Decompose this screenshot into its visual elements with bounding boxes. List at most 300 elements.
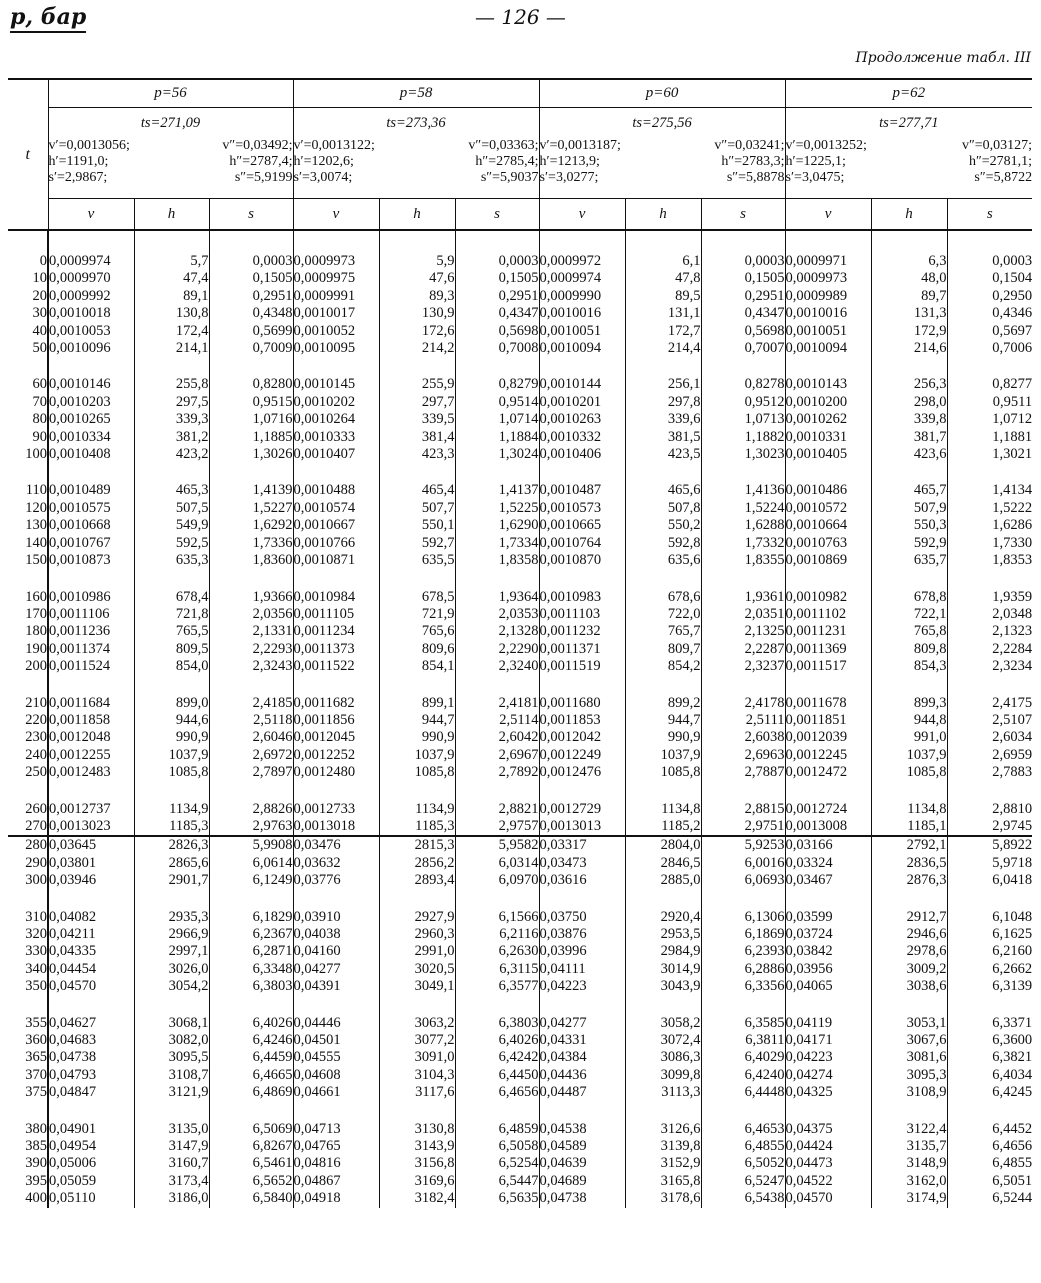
value-cell: 0,04211 bbox=[48, 926, 134, 943]
spacer-cell bbox=[134, 782, 209, 801]
value-cell: 592,5 bbox=[134, 535, 209, 552]
table-row bbox=[8, 909, 1032, 926]
value-cell: 0,0010766 bbox=[293, 535, 379, 552]
value-cell: 2,4181 bbox=[455, 695, 539, 712]
value-cell: 1,8355 bbox=[701, 552, 785, 569]
value-cell: 2826,3 bbox=[134, 836, 209, 854]
temperature-cell: 110 bbox=[25, 482, 47, 499]
spacer-cell bbox=[48, 676, 134, 695]
temperature-cell: 365 bbox=[25, 1049, 47, 1066]
value-cell: 214,6 bbox=[871, 340, 947, 357]
spacer-cell bbox=[48, 357, 134, 376]
value-cell: 6,1249 bbox=[209, 872, 293, 889]
value-cell: 0,0011851 bbox=[785, 712, 871, 729]
value-cell: 0,0013008 bbox=[785, 818, 871, 836]
value-cell: 214,1 bbox=[134, 340, 209, 357]
value-cell: 0,04171 bbox=[785, 1032, 871, 1049]
value-cell: 6,4869 bbox=[209, 1084, 293, 1101]
value-cell: 3026,0 bbox=[134, 961, 209, 978]
value-cell: 0,04954 bbox=[48, 1138, 134, 1155]
table-row bbox=[8, 943, 1032, 960]
temperature-cell: 270 bbox=[8, 818, 48, 836]
saturation-block bbox=[48, 108, 293, 199]
saturation-pair bbox=[786, 170, 1033, 186]
saturation-value: h″=2785,4; bbox=[475, 154, 539, 169]
value-cell: 6,4656 bbox=[455, 1084, 539, 1101]
value-cell: 3068,1 bbox=[134, 1015, 209, 1032]
value-cell: 6,2393 bbox=[701, 943, 785, 960]
value-cell: 3117,6 bbox=[379, 1084, 455, 1101]
value-cell: 2,3240 bbox=[455, 658, 539, 675]
value-cell: 0,0009970 bbox=[48, 270, 134, 287]
value-cell: 0,04847 bbox=[48, 1084, 134, 1101]
value-cell: 5,9 bbox=[379, 253, 455, 270]
value-cell: 722,0 bbox=[625, 606, 701, 623]
table-row bbox=[8, 1015, 1032, 1032]
value-cell: 6,0418 bbox=[947, 872, 1032, 889]
spacer-cell bbox=[293, 357, 379, 376]
value-cell: 0,7009 bbox=[209, 340, 293, 357]
value-cell: 0,0011856 bbox=[293, 712, 379, 729]
value-cell: 381,5 bbox=[625, 429, 701, 446]
value-cell: 0,8277 bbox=[947, 376, 1032, 393]
value-cell: 6,4665 bbox=[209, 1067, 293, 1084]
value-cell: 0,0009974 bbox=[48, 253, 134, 270]
value-cell: 0,0009992 bbox=[48, 288, 134, 305]
value-cell: 0,0011517 bbox=[785, 658, 871, 675]
value-cell: 0,0010871 bbox=[293, 552, 379, 569]
value-cell: 0,04683 bbox=[48, 1032, 134, 1049]
value-cell: 0,0009971 bbox=[785, 253, 871, 270]
value-cell: 765,7 bbox=[625, 623, 701, 640]
value-cell: 6,4242 bbox=[455, 1049, 539, 1066]
value-cell: 0,04901 bbox=[48, 1121, 134, 1138]
value-cell: 0,04274 bbox=[785, 1067, 871, 1084]
value-cell: 0,0012724 bbox=[785, 801, 871, 818]
value-cell: 678,4 bbox=[134, 589, 209, 606]
value-cell: 721,8 bbox=[134, 606, 209, 623]
value-cell: 0,03946 bbox=[48, 872, 134, 889]
value-cell: 339,6 bbox=[625, 411, 701, 428]
saturation-pair bbox=[294, 154, 539, 170]
temperature-cell: 400 bbox=[25, 1190, 47, 1207]
spacer-cell bbox=[48, 570, 134, 589]
saturation-pair bbox=[49, 138, 293, 154]
value-cell: 0,0011373 bbox=[293, 641, 379, 658]
table-row bbox=[8, 500, 1032, 517]
value-cell: 0,0012249 bbox=[539, 747, 625, 764]
value-cell: 2,5111 bbox=[701, 712, 785, 729]
saturation-value: v″=0,03492; bbox=[222, 138, 293, 153]
value-cell: 0,0011369 bbox=[785, 641, 871, 658]
value-cell: 2978,6 bbox=[871, 943, 947, 960]
value-cell: 6,5447 bbox=[455, 1173, 539, 1190]
value-cell: 0,0010407 bbox=[293, 446, 379, 463]
table-row bbox=[8, 747, 1032, 764]
temperature-cell: 370 bbox=[25, 1066, 47, 1083]
spacer-cell bbox=[134, 890, 209, 909]
value-cell: 0,0011522 bbox=[293, 658, 379, 675]
temperature-cell: 310 bbox=[25, 908, 47, 925]
spacer-cell bbox=[8, 463, 48, 482]
value-cell: 0,2951 bbox=[701, 288, 785, 305]
value-cell: 255,8 bbox=[134, 376, 209, 393]
spacer-cell bbox=[455, 1102, 539, 1121]
value-cell: 1,1884 bbox=[455, 429, 539, 446]
value-cell: 6,4246 bbox=[209, 1032, 293, 1049]
saturation-value: v′=0,0013056; bbox=[48, 138, 130, 153]
value-cell: 1,8360 bbox=[209, 552, 293, 569]
value-cell: 297,8 bbox=[625, 394, 701, 411]
value-cell: 3038,6 bbox=[871, 978, 947, 995]
pressure-header: p=60 bbox=[539, 79, 785, 108]
value-cell: 423,6 bbox=[871, 446, 947, 463]
value-cell: 0,04661 bbox=[293, 1084, 379, 1101]
value-cell: 0,0011684 bbox=[48, 695, 134, 712]
value-cell: 5,8922 bbox=[947, 836, 1032, 854]
value-cell: 0,04160 bbox=[293, 943, 379, 960]
temperature-cell: 0 bbox=[39, 253, 47, 269]
spacer-cell bbox=[134, 676, 209, 695]
value-cell: 0,0010052 bbox=[293, 323, 379, 340]
table-row bbox=[8, 926, 1032, 943]
saturation-temperature: ts=277,71 bbox=[879, 115, 939, 131]
value-cell: 2912,7 bbox=[871, 909, 947, 926]
saturation-value: s′=2,9867; bbox=[48, 170, 108, 185]
value-cell: 0,0012472 bbox=[785, 764, 871, 781]
value-cell: 1,6290 bbox=[455, 517, 539, 534]
value-cell: 0,0010986 bbox=[48, 589, 134, 606]
value-cell: 0,0010334 bbox=[48, 429, 134, 446]
temperature-cell: 290 bbox=[25, 854, 47, 871]
value-cell: 0,04555 bbox=[293, 1049, 379, 1066]
value-cell: 0,7007 bbox=[701, 340, 785, 357]
value-cell: 0,1505 bbox=[455, 270, 539, 287]
table-row bbox=[8, 961, 1032, 978]
table-row bbox=[8, 323, 1032, 340]
value-cell: 6,2871 bbox=[209, 943, 293, 960]
temperature-cell: 140 bbox=[25, 534, 47, 551]
value-cell: 0,0012045 bbox=[293, 729, 379, 746]
value-cell: 0,0011371 bbox=[539, 641, 625, 658]
temperature-cell: 150 bbox=[25, 552, 47, 569]
value-cell: 3162,0 bbox=[871, 1173, 947, 1190]
value-cell: 0,0010405 bbox=[785, 446, 871, 463]
value-cell: 635,7 bbox=[871, 552, 947, 569]
spacer-cell bbox=[293, 1102, 379, 1121]
value-cell: 899,0 bbox=[134, 695, 209, 712]
saturation-value: h′=1225,1; bbox=[785, 154, 846, 169]
value-cell: 6,8267 bbox=[209, 1138, 293, 1155]
value-cell: 6,1048 bbox=[947, 909, 1032, 926]
spacer-cell bbox=[625, 996, 701, 1015]
value-cell: 2960,3 bbox=[379, 926, 455, 943]
value-cell: 89,3 bbox=[379, 288, 455, 305]
page-number: — 126 — bbox=[475, 5, 566, 29]
value-cell: 130,9 bbox=[379, 305, 455, 322]
table-row bbox=[8, 1190, 1032, 1207]
value-cell: 6,5058 bbox=[455, 1138, 539, 1155]
spacer-cell bbox=[539, 570, 625, 589]
spacer-cell bbox=[625, 463, 701, 482]
value-cell: 3156,8 bbox=[379, 1155, 455, 1172]
value-cell: 0,0010573 bbox=[539, 500, 625, 517]
value-cell: 550,3 bbox=[871, 517, 947, 534]
value-cell: 89,1 bbox=[134, 288, 209, 305]
value-cell: 6,4029 bbox=[701, 1049, 785, 1066]
value-cell: 2,5114 bbox=[455, 712, 539, 729]
value-cell: 0,5698 bbox=[455, 323, 539, 340]
value-cell: 465,4 bbox=[379, 482, 455, 499]
value-cell: 465,7 bbox=[871, 482, 947, 499]
value-cell: 2,2293 bbox=[209, 641, 293, 658]
temperature-cell: 320 bbox=[25, 926, 47, 942]
value-cell: 2865,6 bbox=[134, 855, 209, 872]
value-cell: 0,04765 bbox=[293, 1138, 379, 1155]
spacer-cell bbox=[785, 230, 871, 253]
value-cell: 1,5227 bbox=[209, 500, 293, 517]
value-cell: 1,9366 bbox=[209, 589, 293, 606]
value-cell: 0,0010145 bbox=[293, 376, 379, 393]
value-cell: 6,0693 bbox=[701, 872, 785, 889]
temperature-cell: 190 bbox=[25, 640, 47, 657]
value-cell: 0,0010200 bbox=[785, 394, 871, 411]
value-cell: 0,0012737 bbox=[48, 801, 134, 818]
value-cell: 0,04867 bbox=[293, 1173, 379, 1190]
value-cell: 1185,3 bbox=[134, 818, 209, 836]
spacer-cell bbox=[947, 463, 1032, 482]
value-cell: 0,1505 bbox=[701, 270, 785, 287]
value-cell: 899,3 bbox=[871, 695, 947, 712]
value-cell: 6,3577 bbox=[455, 978, 539, 995]
value-cell: 381,4 bbox=[379, 429, 455, 446]
value-cell: 423,5 bbox=[625, 446, 701, 463]
spacer-cell bbox=[8, 357, 48, 376]
value-cell: 1,3021 bbox=[947, 446, 1032, 463]
spacer-cell bbox=[539, 230, 625, 253]
temperature-cell: 100 bbox=[25, 446, 47, 463]
value-cell: 0,9511 bbox=[947, 394, 1032, 411]
temperature-cell: 200 bbox=[25, 658, 47, 675]
spacer-cell bbox=[701, 1102, 785, 1121]
spacer-cell bbox=[701, 676, 785, 695]
value-cell: 0,04538 bbox=[539, 1121, 625, 1138]
spacer-cell bbox=[134, 996, 209, 1015]
value-cell: 1085,8 bbox=[625, 764, 701, 781]
table-row bbox=[8, 552, 1032, 569]
value-cell: 3182,4 bbox=[379, 1190, 455, 1207]
value-cell: 6,4450 bbox=[455, 1067, 539, 1084]
value-cell: 1,0713 bbox=[701, 411, 785, 428]
saturation-pair bbox=[786, 154, 1033, 170]
value-cell: 0,0009975 bbox=[293, 270, 379, 287]
value-cell: 3122,4 bbox=[871, 1121, 947, 1138]
value-cell: 6,1 bbox=[625, 253, 701, 270]
value-cell: 6,4034 bbox=[947, 1067, 1032, 1084]
spacer-cell bbox=[625, 230, 701, 253]
spacer-cell bbox=[947, 676, 1032, 695]
value-cell: 2,7887 bbox=[701, 764, 785, 781]
value-cell: 6,4240 bbox=[701, 1067, 785, 1084]
value-cell: 0,5697 bbox=[947, 323, 1032, 340]
value-cell: 0,0012252 bbox=[293, 747, 379, 764]
value-cell: 6,3803 bbox=[455, 1015, 539, 1032]
temperature-cell: 355 bbox=[25, 1014, 47, 1031]
spacer-cell bbox=[293, 890, 379, 909]
value-cell: 990,9 bbox=[625, 729, 701, 746]
value-cell: 2885,0 bbox=[625, 872, 701, 889]
spacer-cell bbox=[134, 230, 209, 253]
value-cell: 507,5 bbox=[134, 500, 209, 517]
spacer-cell bbox=[209, 1102, 293, 1121]
value-cell: 2,8821 bbox=[455, 801, 539, 818]
value-cell: 0,04454 bbox=[48, 961, 134, 978]
temperature-cell: 120 bbox=[25, 499, 47, 516]
value-cell: 3043,9 bbox=[625, 978, 701, 995]
value-cell: 3099,8 bbox=[625, 1067, 701, 1084]
saturation-temperature: ts=275,56 bbox=[632, 115, 692, 131]
value-cell: 0,0011678 bbox=[785, 695, 871, 712]
value-cell: 0,9512 bbox=[701, 394, 785, 411]
value-cell: 6,5461 bbox=[209, 1155, 293, 1172]
value-cell: 0,0011232 bbox=[539, 623, 625, 640]
value-cell: 0,0010201 bbox=[539, 394, 625, 411]
spacer-cell bbox=[455, 357, 539, 376]
pressure-header: p=56 bbox=[48, 79, 293, 108]
value-cell: 0,03645 bbox=[48, 836, 134, 854]
table-row bbox=[8, 818, 1032, 836]
value-cell: 0,0011103 bbox=[539, 606, 625, 623]
table-row bbox=[8, 482, 1032, 499]
saturation-value: h″=2781,1; bbox=[968, 154, 1033, 169]
pressure-header: p=62 bbox=[785, 79, 1032, 108]
value-cell: 6,3371 bbox=[947, 1015, 1032, 1032]
steam-properties-table bbox=[8, 78, 1032, 1208]
value-cell: 1,4139 bbox=[209, 482, 293, 499]
temperature-cell: 260 bbox=[25, 800, 47, 817]
table-row bbox=[8, 872, 1032, 889]
value-cell: 854,1 bbox=[379, 658, 455, 675]
value-cell: 0,04335 bbox=[48, 943, 134, 960]
table-row bbox=[8, 658, 1032, 675]
saturation-value: s″=5,9037 bbox=[480, 170, 539, 185]
value-cell: 3148,9 bbox=[871, 1155, 947, 1172]
saturation-value: s′=3,0074; bbox=[293, 170, 353, 185]
value-cell: 6,5069 bbox=[209, 1121, 293, 1138]
pressure-header: p=58 bbox=[293, 79, 539, 108]
value-cell: 0,04277 bbox=[293, 961, 379, 978]
value-cell: 381,7 bbox=[871, 429, 947, 446]
spacer-cell bbox=[293, 676, 379, 695]
spacer-cell bbox=[293, 463, 379, 482]
spacer-cell bbox=[8, 1102, 48, 1121]
saturation-temperature: ts=273,36 bbox=[386, 115, 446, 131]
value-cell: 854,0 bbox=[134, 658, 209, 675]
value-cell: 0,0010331 bbox=[785, 429, 871, 446]
value-cell: 6,4656 bbox=[947, 1138, 1032, 1155]
value-cell: 0,0011236 bbox=[48, 623, 134, 640]
table-row bbox=[8, 270, 1032, 287]
value-cell: 339,3 bbox=[134, 411, 209, 428]
value-cell: 0,9514 bbox=[455, 394, 539, 411]
value-cell: 6,5652 bbox=[209, 1173, 293, 1190]
value-cell: 3186,0 bbox=[134, 1190, 209, 1207]
value-cell: 0,03956 bbox=[785, 961, 871, 978]
value-cell: 3053,1 bbox=[871, 1015, 947, 1032]
temperature-cell: 210 bbox=[25, 694, 47, 711]
value-cell: 6,2367 bbox=[209, 926, 293, 943]
spacer-cell bbox=[379, 463, 455, 482]
value-cell: 0,1504 bbox=[947, 270, 1032, 287]
value-cell: 1,0716 bbox=[209, 411, 293, 428]
saturation-pair bbox=[49, 170, 293, 186]
temperature-cell: 10 bbox=[32, 270, 47, 287]
value-cell: 0,0011524 bbox=[48, 658, 134, 675]
saturation-value: s″=5,9199 bbox=[234, 170, 293, 185]
value-cell: 3063,2 bbox=[379, 1015, 455, 1032]
value-cell: 2946,6 bbox=[871, 926, 947, 943]
value-cell: 0,05059 bbox=[48, 1173, 134, 1190]
spacer-cell bbox=[8, 230, 48, 253]
table-row bbox=[8, 411, 1032, 428]
value-cell: 2935,3 bbox=[134, 909, 209, 926]
value-cell: 3165,8 bbox=[625, 1173, 701, 1190]
value-cell: 2953,5 bbox=[625, 926, 701, 943]
spacer-cell bbox=[8, 996, 48, 1015]
spacer-cell bbox=[947, 890, 1032, 909]
value-cell: 2,7892 bbox=[455, 764, 539, 781]
value-cell: 0,4347 bbox=[701, 305, 785, 322]
table-row bbox=[8, 446, 1032, 463]
value-cell: 0,0012245 bbox=[785, 747, 871, 764]
value-cell: 0,03166 bbox=[785, 836, 871, 854]
table-row bbox=[8, 1155, 1032, 1172]
saturation-pair bbox=[540, 138, 785, 154]
value-cell: 2,7883 bbox=[947, 764, 1032, 781]
spacer-cell bbox=[455, 890, 539, 909]
spacer-cell bbox=[785, 463, 871, 482]
value-cell: 0,0010667 bbox=[293, 517, 379, 534]
value-cell: 6,1566 bbox=[455, 909, 539, 926]
value-cell: 1037,9 bbox=[134, 747, 209, 764]
table-row bbox=[8, 641, 1032, 658]
temperature-cell: 375 bbox=[25, 1084, 47, 1101]
value-cell: 0,04793 bbox=[48, 1067, 134, 1084]
value-cell: 0,2951 bbox=[455, 288, 539, 305]
value-cell: 3160,7 bbox=[134, 1155, 209, 1172]
value-cell: 3058,2 bbox=[625, 1015, 701, 1032]
value-cell: 6,3821 bbox=[947, 1049, 1032, 1066]
spacer-cell bbox=[134, 357, 209, 376]
value-cell: 1085,8 bbox=[379, 764, 455, 781]
table-row bbox=[8, 978, 1032, 995]
value-cell: 0,0010406 bbox=[539, 446, 625, 463]
value-cell: 0,0012733 bbox=[293, 801, 379, 818]
value-cell: 854,2 bbox=[625, 658, 701, 675]
value-cell: 6,3803 bbox=[209, 978, 293, 995]
value-cell: 1,8353 bbox=[947, 552, 1032, 569]
saturation-value: v′=0,0013122; bbox=[293, 138, 375, 153]
value-cell: 6,2116 bbox=[455, 926, 539, 943]
temperature-cell: 230 bbox=[25, 729, 47, 746]
value-cell: 0,04738 bbox=[48, 1049, 134, 1066]
value-cell: 131,3 bbox=[871, 305, 947, 322]
spacer-cell bbox=[539, 1102, 625, 1121]
value-cell: 0,04816 bbox=[293, 1155, 379, 1172]
spacer-cell bbox=[379, 570, 455, 589]
spacer-cell bbox=[134, 463, 209, 482]
value-cell: 6,5244 bbox=[947, 1190, 1032, 1207]
